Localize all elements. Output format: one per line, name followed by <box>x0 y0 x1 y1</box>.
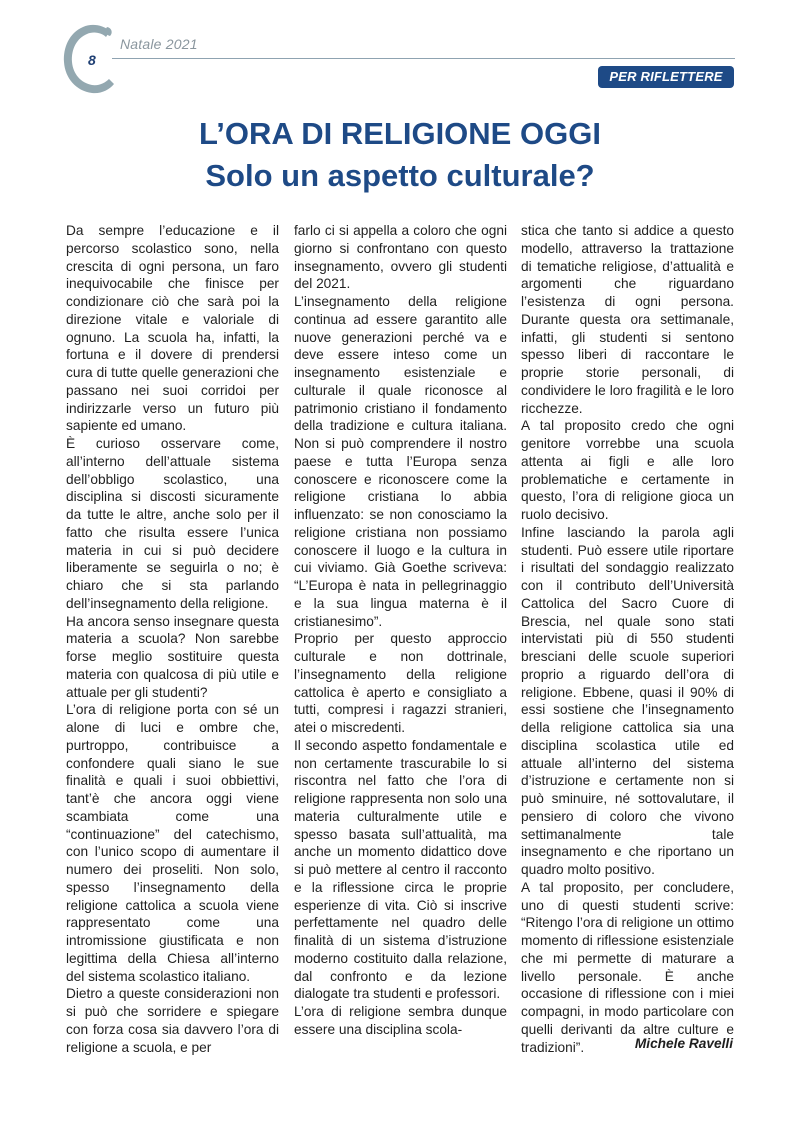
paragraph: A tal proposito, per concludere, uno di questi studenti scrive: “Ritengo l’ora di religione un ottimo momento di riflessione esistenziale che mi permette di maturare a livello personale. È anche occasione di riflessione con i miei compagni, in modo particolare con quelli derivanti da altre culture e tradizioni”. <box>521 879 734 1055</box>
paragraph: Il secondo aspetto fondamentale e non certamente trascurabile lo si riscontra nel fatto che l’ora di religione rappresenta non solo una materia culturalmente utile e spesso basata sull’attualità, ma anche un momento didattico dove si può mettere al centro il racconto e la riflessione circa le proprie esperienze di vita. Ciò si inscrive perfettamente nel quadro delle finalità di un sistema d’istruzione moderno costituito dalla relazione, dal confronto e da lezione dialogate tra studenti e professori. <box>294 737 507 1002</box>
paragraph: Da sempre l’educazione e il percorso scolastico sono, nella crescita di ogni persona, un faro inequivocabile che finisce per condizionare ciò che sarà poi la direzione vitale e valoriale di ognuno. La scuola ha, infatti, la fortuna e il dovere di prendersi cura di tutte quelle generazioni che passano nei suoi corridoi per indirizzarle verso un futuro più sapiente ed umano. <box>66 223 279 434</box>
paragraph: A tal proposito credo che ogni genitore vorrebbe una scuola attenta ai figli e alle loro problematiche e certamente in questo, l’ora di religione gioca un ruolo decisivo. <box>521 418 734 522</box>
paragraph: Infine lasciando la parola agli studenti. Può essere utile riportare i risultati del sondaggio realizzato con il contributo dell’Università Cattolica del Sacro Cuore di Brescia, nel quale sono stati intervistati più di 550 studenti bresciani delle scuole superiori proprio a riguardo dell’ora di religione. Ebbene, quasi il 90% di essi sostiene che l’insegnamento della religione cattolica sia una disciplina scolastica utile ed attuale all’interno del sistema d’istruzione e certamente non si può sminuire, né sottovalutare, il pensiero di coloro che vivono settimanalmente tale insegnamento e che riportano un quadro molto positivo. <box>521 524 734 877</box>
author-signature: Michele Ravelli <box>634 1036 733 1051</box>
paragraph: L’insegnamento della religione continua ad essere garantito alle nuove generazioni perché va e deve essere inteso come un insegnamento esistenziale e culturale il quale riconosce al patrimonio cristiano il fondamento della tradizione e cultura italiana. Non si può comprendere il nostro paese e tutta l’Europa senza conoscere e riconoscere come la religione cristiana lo abbia influenzato: se non conosciamo la religione cristiana non possiamo conoscere il luogo e la cultura in cui viviamo. Già Goethe scriveva: “L’Europa è nata in pellegrinaggio e la sua lingua materna è il cristianesimo”. <box>294 294 507 629</box>
article-subtitle: Solo un aspetto culturale? <box>205 158 595 193</box>
paragraph: È curioso osservare come, all’interno dell’attuale sistema dell’obbligo scolastico, una disciplina si discosti sicuramente da tutte le altre, anche solo per il fatto che risulta essere l’unica materia in cui si può decidere liberamente se seguirla o no; è chiaro che si sta parlando dell’insegnamento della religione. <box>66 436 279 611</box>
article-column-2 <box>294 222 507 1039</box>
page-number: 8 <box>88 52 96 68</box>
article-column-1 <box>66 222 279 1056</box>
article-title: L’ORA DI RELIGIONE OGGI <box>199 116 601 151</box>
paragraph: Dietro a queste considerazioni non si può che sorridere e spiegare con forza cosa sia davvero l’ora di religione a scuola, e per <box>66 986 279 1055</box>
issue-label: Natale 2021 <box>120 36 198 52</box>
paragraph: farlo ci si appella a coloro che ogni giorno si confrontano con questo insegnamento, ovvero gli studenti del 2021. <box>294 223 507 292</box>
header-divider <box>112 58 735 59</box>
paragraph: stica che tanto si addice a questo modello, attraverso la trattazione di tematiche religiose, d’attualità e argomenti che riguardano l’esistenza di ogni persona. Durante questa ora settimanale, infatti, gli studenti si sentono spesso liberi di raccontare le proprie storie personali, di condividere le loro fragilità e le loro ricchezze. <box>521 223 734 416</box>
paragraph: Ha ancora senso insegnare questa materia a scuola? Non sarebbe forse meglio sostituire questa materia con qualcosa di più utile e attuale per gli studenti? <box>66 613 279 700</box>
section-badge: PER RIFLETTERE <box>598 66 734 88</box>
paragraph: L’ora di religione porta con sé un alone di luci e ombre che, purtroppo, contribuisce a confondere quali siano le sue finalità e quali i suoi obbiettivi, tant’è che ancora oggi viene scambiata come una “continuazione” del catechismo, con l’unico scopo di aumentare il numero dei proseliti. Non solo, spesso l’insegnamento della religione cattolica a scuola viene rappresentato come una intromissione giustificata e non legittima della Chiesa all’interno del sistema scolastico italiano. <box>66 702 279 984</box>
article-column-3 <box>521 222 734 1056</box>
paragraph: L’ora di religione sembra dunque essere una disciplina scola- <box>294 1004 507 1037</box>
paragraph: Proprio per questo approccio culturale e non dottrinale, l’insegnamento della religione cattolica è aperto e consigliato a tutti, compresi i ragazzi stranieri, atei o miscredenti. <box>294 631 507 735</box>
